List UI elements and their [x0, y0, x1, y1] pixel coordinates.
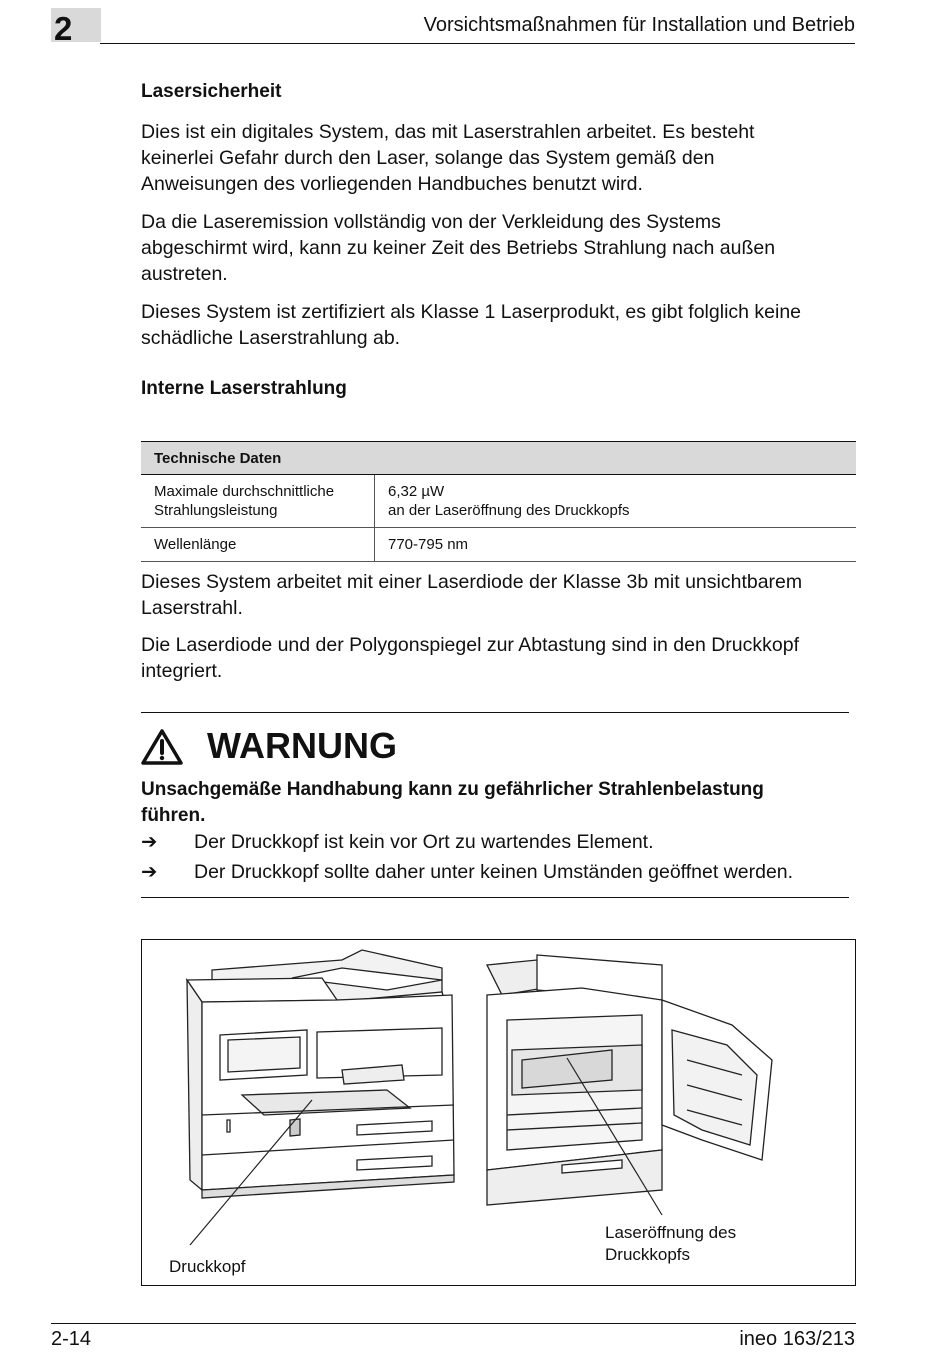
table-header-row — [141, 442, 856, 475]
paragraph-line: Da die Laseremission vollständig von der Verkleidung des Systems — [141, 211, 721, 233]
cell-line: Wellenlänge — [154, 536, 237, 553]
warning-bullet — [141, 859, 856, 885]
warning-lead-line: führen. — [141, 805, 206, 826]
arrow-right-icon: ➔ — [141, 831, 158, 853]
paragraph-line: austreten. — [141, 263, 228, 285]
page-number: 2-14 — [51, 1328, 92, 1350]
caption-laseroeffnung — [605, 1222, 736, 1266]
cell-line: 770-795 nm — [388, 536, 469, 553]
cell-line: Strahlungsleistung — [154, 502, 278, 519]
paragraph-line: schädliche Laserstrahlung ab. — [141, 327, 401, 349]
paragraph-5 — [141, 632, 861, 684]
section-heading-interne-laserstrahlung: Interne Laserstrahlung — [141, 378, 347, 399]
paragraph-line: Dieses System arbeitet mit einer Laserdiode der Klasse 3b mit unsichtbarem — [141, 571, 803, 593]
cell-line: 6,32 µW — [388, 483, 445, 500]
paragraph-line: keinerlei Gefahr durch den Laser, solange das System gemäß den — [141, 147, 715, 169]
copier-illustration — [142, 940, 855, 1285]
caption-druckkopf: Druckkopf — [169, 1257, 246, 1276]
spec-table — [141, 441, 856, 562]
paragraph-4 — [141, 569, 861, 621]
warning-lead — [141, 777, 856, 829]
paragraph-line: Anweisungen des vorliegenden Handbuches benutzt wird. — [141, 173, 643, 195]
caption-line: Druckkopfs — [605, 1245, 691, 1264]
table-cell-label — [141, 475, 375, 528]
cell-line: Maximale durchschnittliche — [154, 483, 335, 500]
warning-title: WARNUNG — [207, 725, 397, 766]
warning-triangle-icon — [141, 729, 183, 765]
footer-rule — [51, 1323, 856, 1324]
paragraph-2 — [141, 209, 861, 287]
warning-lead-line: Unsachgemäße Handhabung kann zu gefährlicher Strahlenbelastung — [141, 779, 764, 800]
paragraph-1 — [141, 119, 861, 197]
paragraph-line: abgeschirmt wird, kann zu keiner Zeit des Betriebs Strahlung nach außen — [141, 237, 776, 259]
product-name: ineo 163/213 — [739, 1328, 855, 1350]
page-header-title: Vorsichtsmaßnahmen für Installation und Betrieb — [423, 14, 855, 36]
warning-bullet — [141, 829, 856, 855]
warning-bottom-rule — [141, 897, 849, 898]
warning-bullet-text: Der Druckkopf ist kein vor Ort zu wartendes Element. — [194, 831, 654, 853]
cell-line: an der Laseröffnung des Druckkopfs — [388, 502, 630, 519]
header-rule — [100, 43, 855, 44]
paragraph-3 — [141, 299, 861, 351]
table-header: Technische Daten — [141, 442, 856, 475]
warning-top-rule — [141, 712, 849, 713]
table-row — [141, 475, 856, 528]
paragraph-line: integriert. — [141, 660, 223, 682]
paragraph-line: Die Laserdiode und der Polygonspiegel zur Abtastung sind in den Druckkopf — [141, 634, 800, 656]
paragraph-line: Laserstrahl. — [141, 597, 243, 619]
arrow-right-icon: ➔ — [141, 861, 158, 883]
chapter-number: 2 — [54, 10, 73, 47]
table-row — [141, 528, 856, 562]
table-cell-value — [375, 528, 857, 562]
warning-bullet-text: Der Druckkopf sollte daher unter keinen Umständen geöffnet werden. — [194, 861, 794, 883]
paragraph-line: Dies ist ein digitales System, das mit Laserstrahlen arbeitet. Es besteht — [141, 121, 755, 143]
paragraph-line: Dieses System ist zertifiziert als Klasse 1 Laserprodukt, es gibt folglich keine — [141, 301, 802, 323]
figure-frame — [141, 939, 856, 1286]
table-cell-value — [375, 475, 857, 528]
table-cell-label — [141, 528, 375, 562]
caption-line: Laseröffnung des — [605, 1223, 737, 1242]
section-heading-lasersicherheit: Lasersicherheit — [141, 81, 282, 102]
